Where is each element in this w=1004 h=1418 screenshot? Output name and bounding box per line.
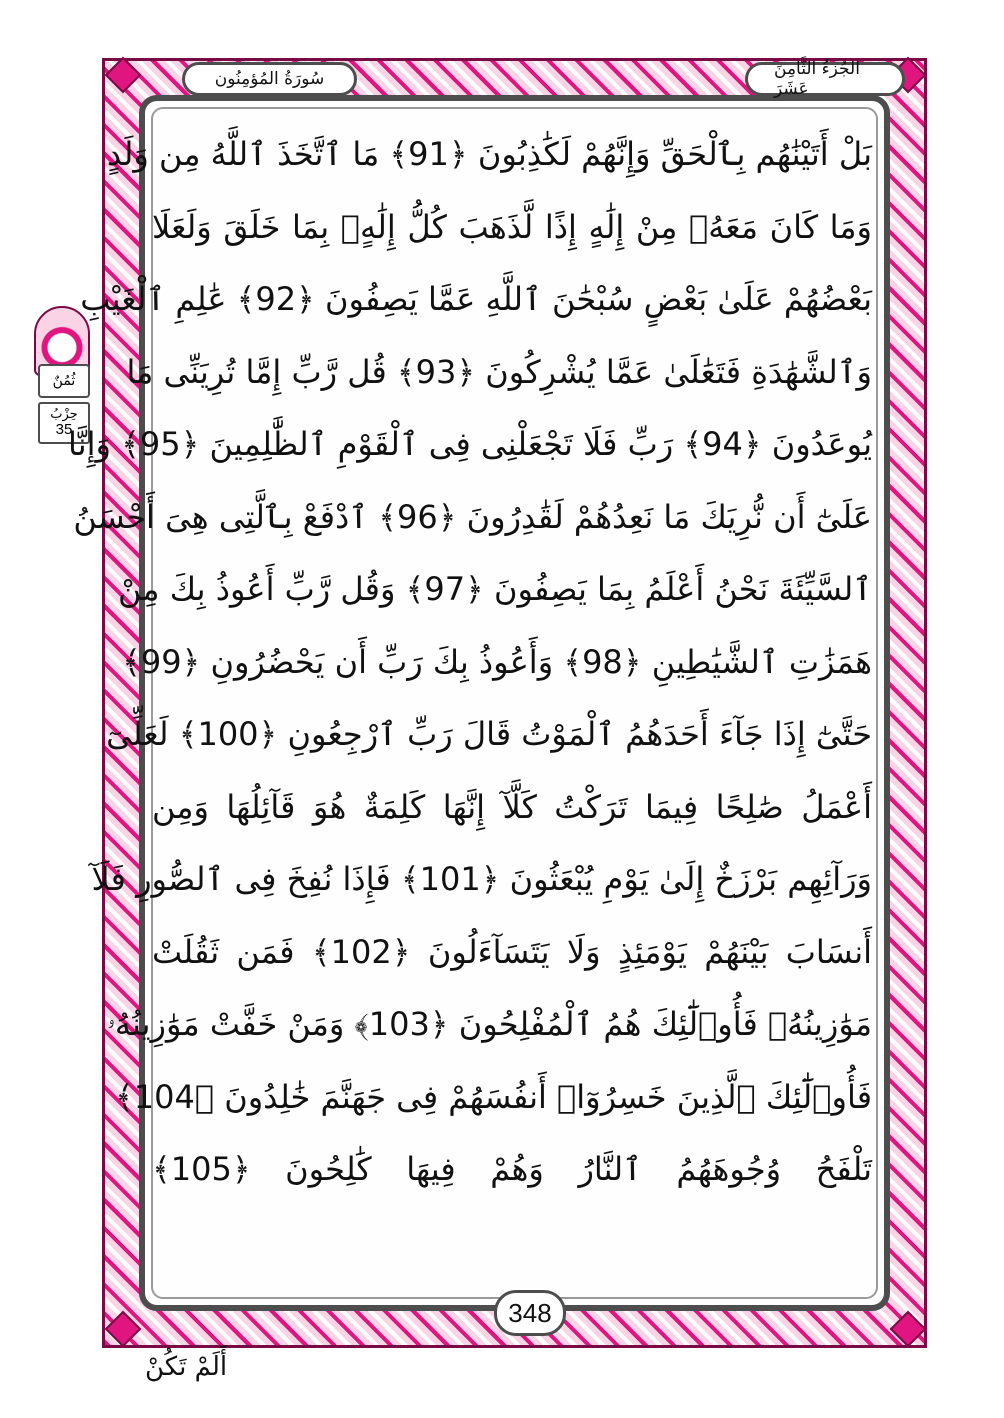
text-line: وَمَا كَانَ مَعَهُۥ مِنْ إِلَٰهٍ إِذًا لَّذَهَبَ كُلُّ إِلَٰهٍۭ بِمَا خَلَقَ وَلَعَلَا (152, 207, 872, 246)
hizb-quarter-label: ثُمُنٌ (38, 364, 90, 398)
text-line: ٱلسَّيِّئَةَ نَحْنُ أَعْلَمُ بِمَا يَصِفُونَ ﴿97﴾ وَقُل رَّبِّ أَعُوذُ بِكَ مِنْ (118, 570, 872, 609)
juz-name: الجُزءُ الثَّامِنَ عَشَرَ (774, 59, 860, 99)
text-line: فَأُو۟لَٰٓئِكَ ٱلَّذِينَ خَسِرُوٓا۟ أَنفُسَهُمْ فِى جَهَنَّمَ خَٰلِدُونَ ﴿104﴾ (114, 1077, 872, 1116)
text-line: أَعْمَلُ صَٰلِحًا فِيمَا تَرَكْتُ كَلَّآ إِنَّهَا كَلِمَةٌ هُوَ قَآئِلُهَا وَمِن (152, 787, 872, 826)
surah-name-header (182, 62, 357, 96)
quran-text (67, 118, 873, 1278)
text-line: هَمَزَٰتِ ٱلشَّيَٰطِينِ ﴿98﴾ وَأَعُوذُ بِكَ رَبِّ أَن يَحْضُرُونِ ﴿99﴾ (122, 642, 872, 681)
text-line: مَوَٰزِينُهُۥ فَأُو۟لَٰٓئِكَ هُمُ ٱلْمُفْلِحُونَ ﴿103﴾ وَمَنْ خَفَّتْ مَوَٰزِينُهُۥ (106, 1004, 872, 1043)
text-line: حَتَّىٰٓ إِذَا جَآءَ أَحَدَهُمُ ٱلْمَوْتُ قَالَ رَبِّ ٱرْجِعُونِ ﴿100﴾ لَعَلِّىٓ (106, 715, 872, 754)
text-line: وَرَآئِهِم بَرْزَخٌ إِلَىٰ يَوْمِ يُبْعَثُونَ ﴿101﴾ فَإِذَا نُفِخَ فِى ٱلصُّورِ فَلَآ (91, 860, 872, 899)
text-line: أَنسَابَ بَيْنَهُمْ يَوْمَئِذٍ وَلَا يَتَسَآءَلُونَ ﴿102﴾ فَمَن ثَقُلَتْ (152, 932, 873, 971)
text-line: تَلْفَحُ وُجُوهَهُمُ ٱلنَّارُ وَهُمْ فِيهَا كَٰلِحُونَ ﴿105﴾ (152, 1150, 872, 1189)
page-number-value: 348 (508, 1297, 552, 1328)
text-line: بَعْضُهُمْ عَلَىٰ بَعْضٍ سُبْحَٰنَ ٱللَّهِ عَمَّا يَصِفُونَ ﴿92﴾ عَٰلِمِ ٱلْغَيْبِ (80, 280, 872, 319)
juz-name-header (745, 59, 905, 99)
text-line: وَٱلشَّهَٰدَةِ فَتَعَٰلَىٰ عَمَّا يُشْرِكُونَ ﴿93﴾ قُل رَّبِّ إِمَّا تُرِيَنِّى مَا (126, 352, 872, 391)
hizb-marker (28, 306, 96, 436)
text-line: عَلَىٰٓ أَن نُّرِيَكَ مَا نَعِدُهُمْ لَقَٰدِرُونَ ﴿96﴾ ٱدْفَعْ بِٱلَّتِى هِىَ أَحْسَنُ (73, 497, 872, 536)
catchword: أَلَمْ تَكُنْ (145, 1352, 228, 1382)
text-line: يُوعَدُونَ ﴿94﴾ رَبِّ فَلَا تَجْعَلْنِى فِى ٱلْقَوْمِ ٱلظَّٰلِمِينَ ﴿95﴾ وَإِنَّا (67, 425, 872, 464)
surah-name: سُورَةُ المُؤمِنُون (214, 69, 325, 89)
hizb-number: 35 (55, 420, 73, 438)
text-line: بَلْ أَتَيْنَٰهُم بِٱلْحَقِّ وَإِنَّهُمْ لَكَٰذِبُونَ ﴿91﴾ مَا ٱتَّخَذَ ٱللَّهُ مِن وَلَدٍ (106, 135, 872, 174)
hizb-word: حِزْبُ (50, 407, 78, 423)
page-number (494, 1290, 566, 1336)
